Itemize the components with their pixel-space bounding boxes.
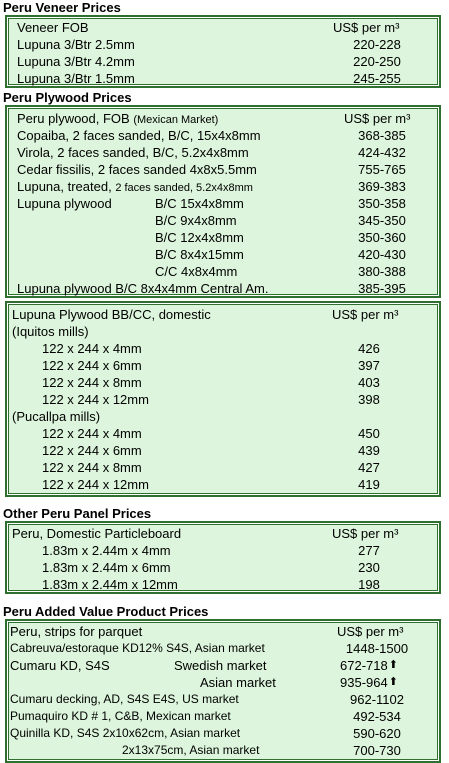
domestic-table — [5, 301, 441, 497]
added-header-label: Peru, strips for parquet — [10, 624, 143, 639]
arrow-up-icon: ⬆ — [388, 659, 398, 671]
row-value: 345-350 — [358, 213, 406, 228]
row-label: Lupuna 3/Btr 4.2mm — [17, 54, 135, 69]
row-value: 755-765 — [358, 162, 406, 177]
table-row — [7, 640, 439, 657]
row-grade: B/C 8x4x15mm — [155, 247, 244, 262]
row-label: Lupuna, treated, 2 faces sanded, 5.2x4x8mm — [17, 179, 253, 194]
row-value: 672-718 ⬆ — [340, 658, 398, 673]
domestic-header — [7, 306, 439, 323]
row-value: 350-360 — [358, 230, 406, 245]
table-row — [7, 70, 439, 87]
iquitos-label: (Iquitos mills) — [12, 324, 89, 339]
veneer-header-label: Veneer FOB — [17, 20, 89, 35]
lupuna-plywood-label: Lupuna plywood — [17, 196, 112, 211]
row-label: Cumaru KD, S4S — [10, 658, 110, 673]
row-value: 368-385 — [358, 128, 406, 143]
row-value: 397 — [358, 358, 380, 373]
row-size: 122 x 244 x 8mm — [42, 375, 142, 390]
row-value: 245-255 — [353, 71, 401, 86]
row-grade: C/C 4x8x4mm — [155, 264, 238, 279]
row-value: 962-1102 — [350, 692, 404, 707]
arrow-up-icon: ⬆ — [388, 676, 398, 688]
row-market: Swedish market — [174, 658, 267, 673]
pucallpa-label: (Pucallpa mills) — [12, 409, 101, 424]
table-row — [7, 674, 439, 691]
row-label: Copaiba, 2 faces sanded, B/C, 15x4x8mm — [17, 128, 261, 143]
table-row — [7, 212, 439, 229]
row-market: Asian market — [200, 675, 276, 690]
iquitos-label-row — [7, 323, 439, 340]
table-row — [7, 742, 439, 759]
row-value: 385-395 — [358, 281, 406, 296]
table-row — [7, 229, 439, 246]
row-value: 220-250 — [353, 54, 401, 69]
row-size: 122 x 244 x 12mm — [42, 477, 149, 492]
row-size: 122 x 244 x 6mm — [42, 358, 142, 373]
row-value: 439 — [358, 443, 380, 458]
plywood-header — [7, 110, 439, 127]
added-title: Peru Added Value Product Prices — [3, 604, 209, 619]
panel-header-unit: US$ per m³ — [332, 526, 399, 541]
row-value: 350-358 — [358, 196, 406, 211]
row-value: 230 — [358, 560, 380, 575]
row-label: Lupuna plywood B/C 8x4x4mm Central Am. — [17, 281, 269, 296]
row-value: 419 — [358, 477, 380, 492]
row-value: 380-388 — [358, 264, 406, 279]
row-size: 122 x 244 x 4mm — [42, 341, 142, 356]
row-value: 369-383 — [358, 179, 406, 194]
table-row — [7, 374, 439, 391]
table-row — [7, 725, 439, 742]
row-size: 1.83m x 2.44m x 12mm — [42, 577, 178, 592]
domestic-header-unit: US$ per m³ — [332, 307, 399, 322]
table-row — [7, 442, 439, 459]
row-value: 403 — [358, 375, 380, 390]
panel-header-label: Peru, Domestic Particleboard — [12, 526, 182, 541]
veneer-title: Peru Veneer Prices — [3, 0, 121, 15]
row-value: 700-730 — [353, 743, 401, 758]
row-label: Pumaquiro KD # 1, C&B, Mexican market — [10, 709, 231, 723]
row-value: 426 — [358, 341, 380, 356]
table-row — [7, 144, 439, 161]
row-grade: B/C 9x4x8mm — [155, 213, 237, 228]
table-row — [7, 425, 439, 442]
row-grade: B/C 15x4x8mm — [155, 196, 244, 211]
row-size: 1.83m x 2.44m x 4mm — [42, 543, 171, 558]
added-table — [5, 619, 441, 763]
row-value: 427 — [358, 460, 380, 475]
plywood-header-label: Peru plywood, FOB (Mexican Market) — [17, 111, 219, 126]
row-label: Lupuna 3/Btr 1.5mm — [17, 71, 135, 86]
veneer-table — [5, 15, 441, 88]
pucallpa-label-row — [7, 408, 439, 425]
row-label: Virola, 2 faces sanded, B/C, 5.2x4x8mm — [17, 145, 249, 160]
row-size: 122 x 244 x 12mm — [42, 392, 149, 407]
table-row — [7, 161, 439, 178]
table-row — [7, 657, 439, 674]
table-row — [7, 708, 439, 725]
row-label: Lupuna 3/Btr 2.5mm — [17, 37, 135, 52]
row-value: 450 — [358, 426, 380, 441]
table-row — [7, 576, 439, 593]
row-value: 1448-1500 — [345, 641, 409, 656]
table-row — [7, 340, 439, 357]
table-row — [7, 391, 439, 408]
row-value: 277 — [358, 543, 380, 558]
table-row — [7, 178, 439, 195]
plywood-title: Peru Plywood Prices — [3, 90, 132, 105]
veneer-header — [7, 19, 439, 36]
row-value: 198 — [358, 577, 380, 592]
row-value: 424-432 — [358, 145, 406, 160]
veneer-header-unit: US$ per m³ — [333, 20, 400, 35]
table-row — [7, 127, 439, 144]
table-row — [7, 559, 439, 576]
table-row — [7, 246, 439, 263]
table-row — [7, 53, 439, 70]
table-row — [7, 36, 439, 53]
row-value: 220-228 — [353, 37, 401, 52]
row-value: 935-964 ⬆ — [340, 675, 398, 690]
row-label: Quinilla KD, S4S 2x10x62cm, Asian market — [10, 726, 241, 740]
table-row — [7, 459, 439, 476]
row-label: Cabreuva/estoraque KD12% S4S, Asian market — [10, 641, 265, 655]
row-size: 1.83m x 2.44m x 6mm — [42, 560, 171, 575]
added-header-unit: US$ per m³ — [337, 624, 404, 639]
row-value: 398 — [358, 392, 380, 407]
row-value: 492-534 — [353, 709, 401, 724]
row-label: 2x13x75cm, Asian market — [122, 743, 260, 757]
table-row — [7, 280, 439, 297]
table-row — [7, 195, 439, 212]
panel-title: Other Peru Panel Prices — [3, 506, 152, 521]
table-row — [7, 542, 439, 559]
row-value: 420-430 — [358, 247, 406, 262]
plywood-header-unit: US$ per m³ — [344, 111, 411, 126]
added-header — [7, 623, 439, 640]
table-row — [7, 476, 439, 493]
table-row — [7, 357, 439, 374]
row-size: 122 x 244 x 8mm — [42, 460, 142, 475]
row-grade: B/C 12x4x8mm — [155, 230, 244, 245]
domestic-header-label: Lupuna Plywood BB/CC, domestic — [12, 307, 211, 322]
table-row — [7, 691, 439, 708]
row-size: 122 x 244 x 6mm — [42, 443, 142, 458]
row-value: 590-620 — [353, 726, 401, 741]
panel-header — [7, 525, 439, 542]
table-row — [7, 263, 439, 280]
row-size: 122 x 244 x 4mm — [42, 426, 142, 441]
plywood-table — [5, 105, 441, 298]
panel-table — [5, 521, 441, 594]
row-label: Cumaru decking, AD, S4S E4S, US market — [10, 692, 239, 706]
row-label: Cedar fissilis, 2 faces sanded 4x8x5.5mm — [17, 162, 257, 177]
